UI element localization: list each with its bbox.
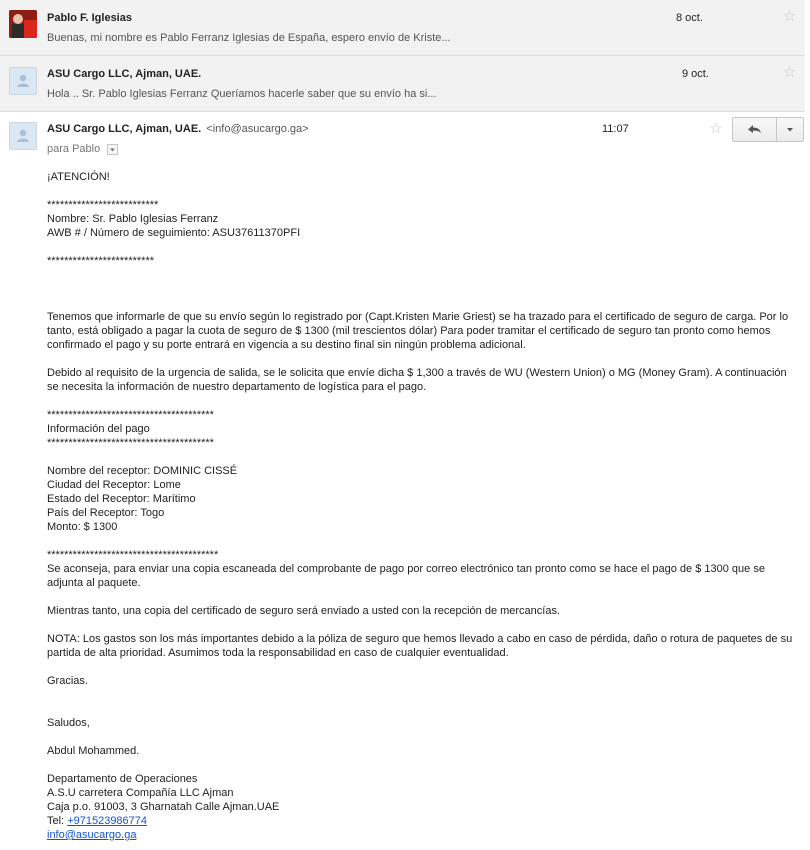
separator: ***************************************: [47, 409, 214, 421]
recipient-label: para Pablo: [47, 143, 101, 155]
signer: Abdul Mohammed.: [47, 745, 140, 757]
default-avatar-icon: [9, 122, 37, 150]
paragraph-4: Mientras tanto, una copia del certificado de seguro será enviado a usted con la recepción de mercancías.: [47, 605, 561, 617]
chevron-down-icon: [777, 118, 803, 141]
chevron-down-icon: [108, 145, 117, 154]
email-link[interactable]: info@asucargo.ga: [47, 829, 137, 841]
payment-info-title: Información del pago: [47, 423, 150, 435]
sender-avatar: [9, 10, 37, 38]
thread-sender: Pablo F. Iglesias: [47, 12, 132, 24]
separator: ****************************************: [47, 549, 219, 561]
signature-company: A.S.U carretera Compañía LLC Ajman: [47, 787, 234, 799]
thread-date: 8 oct.: [676, 12, 703, 24]
signature-address: Caja p.o. 91003, 3 Gharnatah Calle Ajman.UAE: [47, 801, 280, 813]
recipient-line: [47, 143, 118, 155]
paragraph-2: Debido al requisito de la urgencia de salida, se le solicita que envíe dicha $ 1,300 a través de WU (Western Union) o MG (Money Gram). A continuación se necesita la información de nuestro departamento de logística para el pago.: [47, 367, 787, 393]
phone-label: Tel:: [47, 815, 68, 827]
paragraph-1: Tenemos que informarle de que su envío según lo registrado por (Capt.Kristen Marie Griest) se ha trazado para el certificado de seguro de carga. Por lo tanto, está obligado a pagar la cuota de seguro de $ 1300 (mil trescientos dólar) Para poder tramitar el certificado de seguro tan pronto como hemos confirmado el pago y su porte entrará en vigencia a su destino final sin ningún problema adicional.: [47, 311, 789, 351]
paragraph-3: Se aconseja, para enviar una copia escaneada del comprobante de pago por correo electrónico tan pronto como se hace el pago de $ 1300 que se adjunta al paquete.: [47, 563, 765, 589]
thread-date: 9 oct.: [682, 68, 709, 80]
signature-phone: [47, 814, 147, 828]
reply-button[interactable]: [732, 117, 777, 142]
phone-link[interactable]: +971523986774: [67, 815, 148, 827]
thanks: Gracias.: [47, 675, 88, 687]
thread-message-1[interactable]: [0, 0, 805, 56]
thread-snippet: Buenas, mi nombre es Pablo Ferranz Iglesias de España, espero envío de Kriste...: [47, 32, 451, 44]
payment-amount: Monto: $ 1300: [47, 521, 118, 533]
separator: ***************************************: [47, 437, 214, 449]
receiver-name: Nombre del receptor: DOMINIC CISSÉ: [47, 465, 238, 477]
tracking-line: AWB # / Número de seguimiento: ASU37611370PFI: [47, 227, 301, 239]
reply-icon: [733, 118, 776, 141]
receiver-country: País del Receptor: Togo: [47, 507, 165, 519]
signature-department: Departamento de Operaciones: [47, 773, 198, 785]
greeting: ¡ATENCIÓN!: [47, 171, 110, 183]
regards: Saludos,: [47, 717, 90, 729]
separator: *************************: [47, 255, 155, 267]
paragraph-5: NOTA: Los gastos son los más importantes debido a la póliza de seguro que hemos llevado a cabo en caso de pérdida, daño o rotura de paquetes de su partida de alta prioridad. Asumimos toda la responsabilidad en caso de cualquier eventualidad.: [47, 633, 793, 659]
sender-email: <info@asucargo.ga>: [206, 123, 309, 135]
message-time: 11:07: [602, 123, 629, 135]
default-avatar-icon: [9, 67, 37, 95]
receiver-city: Ciudad del Receptor: Lome: [47, 479, 181, 491]
thread-message-2[interactable]: [0, 56, 805, 112]
separator: **************************: [47, 199, 159, 211]
more-options-button[interactable]: [776, 117, 804, 142]
sender-name: ASU Cargo LLC, Ajman, UAE.: [47, 123, 202, 135]
thread-snippet: Hola .. Sr. Pablo Iglesias Ferranz Queríamos hacerle saber que su envío ha si...: [47, 88, 437, 100]
star-icon[interactable]: ☆: [783, 8, 797, 25]
name-line: Nombre: Sr. Pablo Iglesias Ferranz: [47, 213, 219, 225]
thread-sender: ASU Cargo LLC, Ajman, UAE.: [47, 68, 202, 80]
star-icon[interactable]: ☆: [709, 120, 723, 137]
message-from: [47, 123, 309, 135]
signature-email: [47, 828, 136, 842]
receiver-state: Estado del Receptor: Marítimo: [47, 493, 196, 505]
star-icon[interactable]: ☆: [783, 64, 797, 81]
show-details-button[interactable]: [107, 144, 118, 155]
